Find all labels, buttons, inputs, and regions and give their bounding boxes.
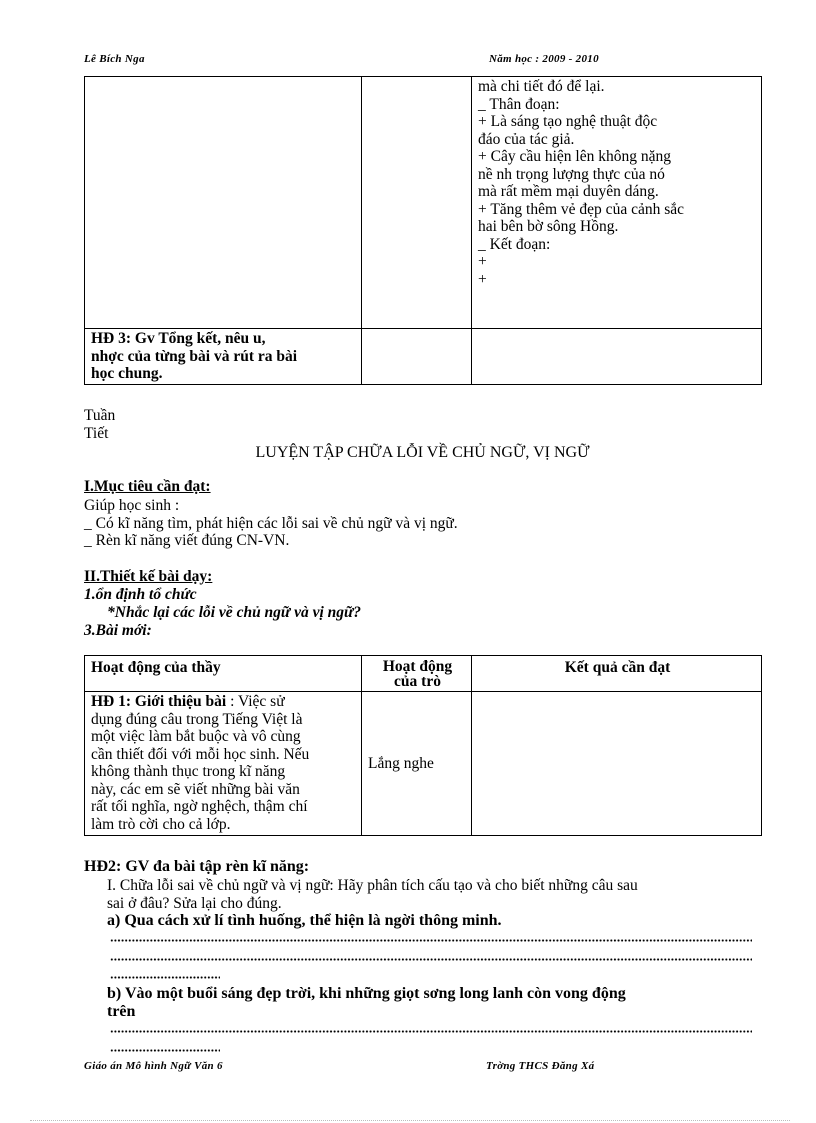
table-row <box>85 329 762 385</box>
new-lesson-item: 3.Bài mới: <box>84 622 152 639</box>
header-student-activity: Hoạt động của trò <box>362 656 472 692</box>
hd1-intro-cell <box>85 692 362 836</box>
week-label: Tuần <box>84 407 116 424</box>
hd1-line: này, các em sẽ viết những bài văn <box>91 780 300 798</box>
answer-dotted-line <box>110 1029 752 1034</box>
sentence-b <box>107 985 626 1020</box>
answer-dotted-line <box>110 1048 220 1053</box>
section-design-heading: II.Thiết kế bài dạy: <box>84 568 213 585</box>
answer-dotted-line <box>110 975 220 980</box>
table-header-row <box>85 656 762 692</box>
answer-dotted-line <box>110 957 752 962</box>
empty-cell <box>472 692 762 836</box>
result-line: mà chi tiết đó để lại. <box>478 78 605 95</box>
hd1-line: : Việc sử <box>226 693 285 710</box>
result-line: _ Kết đoạn: <box>478 235 551 253</box>
lesson-activity-table <box>84 655 762 836</box>
hd1-line: không thành thục trong kĩ năng <box>91 763 286 780</box>
empty-cell <box>472 329 762 385</box>
hd1-label: HĐ 1: Giới thiệu bài <box>91 693 227 710</box>
sentence-b-line: b) Vào một buổi sáng đẹp trời, khi những giọt sơng long lanh còn vong động <box>107 985 626 1002</box>
objective-line: _ Rèn kĩ năng viết đúng CN-VN. <box>84 532 290 549</box>
result-line: hai bên bờ sông Hồng. <box>478 218 619 235</box>
footer-school: Trờng THCS Đăng Xá <box>486 1060 595 1072</box>
result-line: + <box>478 270 487 288</box>
header-school-year: Năm học : 2009 - 2010 <box>489 53 599 65</box>
hd3-summary-cell <box>85 329 362 385</box>
section-objectives-heading: I.Mục tiêu cần đạt: <box>84 478 211 495</box>
result-line: + Là sáng tạo nghệ thuật độc <box>478 113 658 130</box>
header-expected-result: Kết quả cần đạt <box>472 656 762 692</box>
result-line: đáo của tác giả. <box>478 130 575 148</box>
hd3-line: HĐ 3: Gv Tổng kết, nêu u, <box>91 330 266 347</box>
result-line: nề nh trọng lượng thực của nó <box>478 165 665 183</box>
teacher-activity-cell <box>85 77 362 329</box>
organization-item: 1.ổn định tổ chức <box>84 586 197 603</box>
header-author: Lê Bích Nga <box>84 53 145 65</box>
hd1-line: dụng đúng câu trong Tiếng Việt là <box>91 710 303 728</box>
objective-line: _ Có kĩ năng tìm, phát hiện các lỗi sai về chủ ngữ và vị ngữ. <box>84 514 458 532</box>
hd2-heading: HĐ2: GV đa bài tập rèn kĩ năng: <box>84 858 310 875</box>
result-line: _ Thân đoạn: <box>478 95 560 113</box>
footer-title: Giáo án Mô hình Ngữ Văn 6 <box>84 1060 223 1072</box>
table-row <box>85 692 762 836</box>
expected-result-cell <box>472 77 762 329</box>
objective-line: Giúp học sinh : <box>84 497 180 514</box>
hd3-line: nhợc của từng bài và rút ra bài <box>91 347 298 365</box>
lesson-title: LUYỆN TẬP CHỮA LỖI VỀ CHỦ NGỮ, VỊ NGỮ <box>255 444 590 461</box>
header-teacher-activity: Hoạt động của thầy <box>85 656 362 692</box>
hd1-line: làm trò cời cho cả lớp. <box>91 815 231 833</box>
instruction-line: I. Chữa lỗi sai về chủ ngữ và vị ngữ: Hãy phân tích cấu tạo và cho biết những câu sau <box>107 877 638 894</box>
page-boundary-line <box>30 1120 790 1121</box>
week-period-block <box>84 407 115 442</box>
hd2-instruction <box>107 877 638 912</box>
table-row <box>85 77 762 329</box>
student-activity-cell <box>362 77 472 329</box>
empty-cell <box>362 329 472 385</box>
answer-dotted-line <box>110 938 752 943</box>
sentence-b-line: trên <box>107 1002 136 1020</box>
result-line: + <box>478 253 487 270</box>
objectives-list <box>84 497 458 550</box>
hd3-line: học chung. <box>91 365 163 382</box>
hd1-line: một việc làm bắt buộc và vô cùng <box>91 728 301 745</box>
result-line: + Cây cầu hiện lên không nặng <box>478 148 671 165</box>
instruction-line: sai ở đâu? Sửa lại cho đúng. <box>107 894 282 912</box>
hd1-line: rất tối nghĩa, ngờ nghệch, thậm chí <box>91 798 308 815</box>
organization-question: *Nhắc lại các lỗi về chủ ngữ và vị ngữ? <box>107 604 362 621</box>
result-line: + Tăng thêm vẻ đẹp của cảnh sắc <box>478 200 684 218</box>
period-label: Tiết <box>84 424 109 442</box>
result-line: mà rất mềm mại duyên dáng. <box>478 183 659 200</box>
hd1-line: cần thiết đối với mỗi học sinh. Nếu <box>91 745 310 763</box>
continued-lesson-table <box>84 76 762 385</box>
hd1-student-cell: Lắng nghe <box>362 692 472 836</box>
sentence-a: a) Qua cách xử lí tình huống, thể hiện là ngời thông minh. <box>107 912 502 929</box>
